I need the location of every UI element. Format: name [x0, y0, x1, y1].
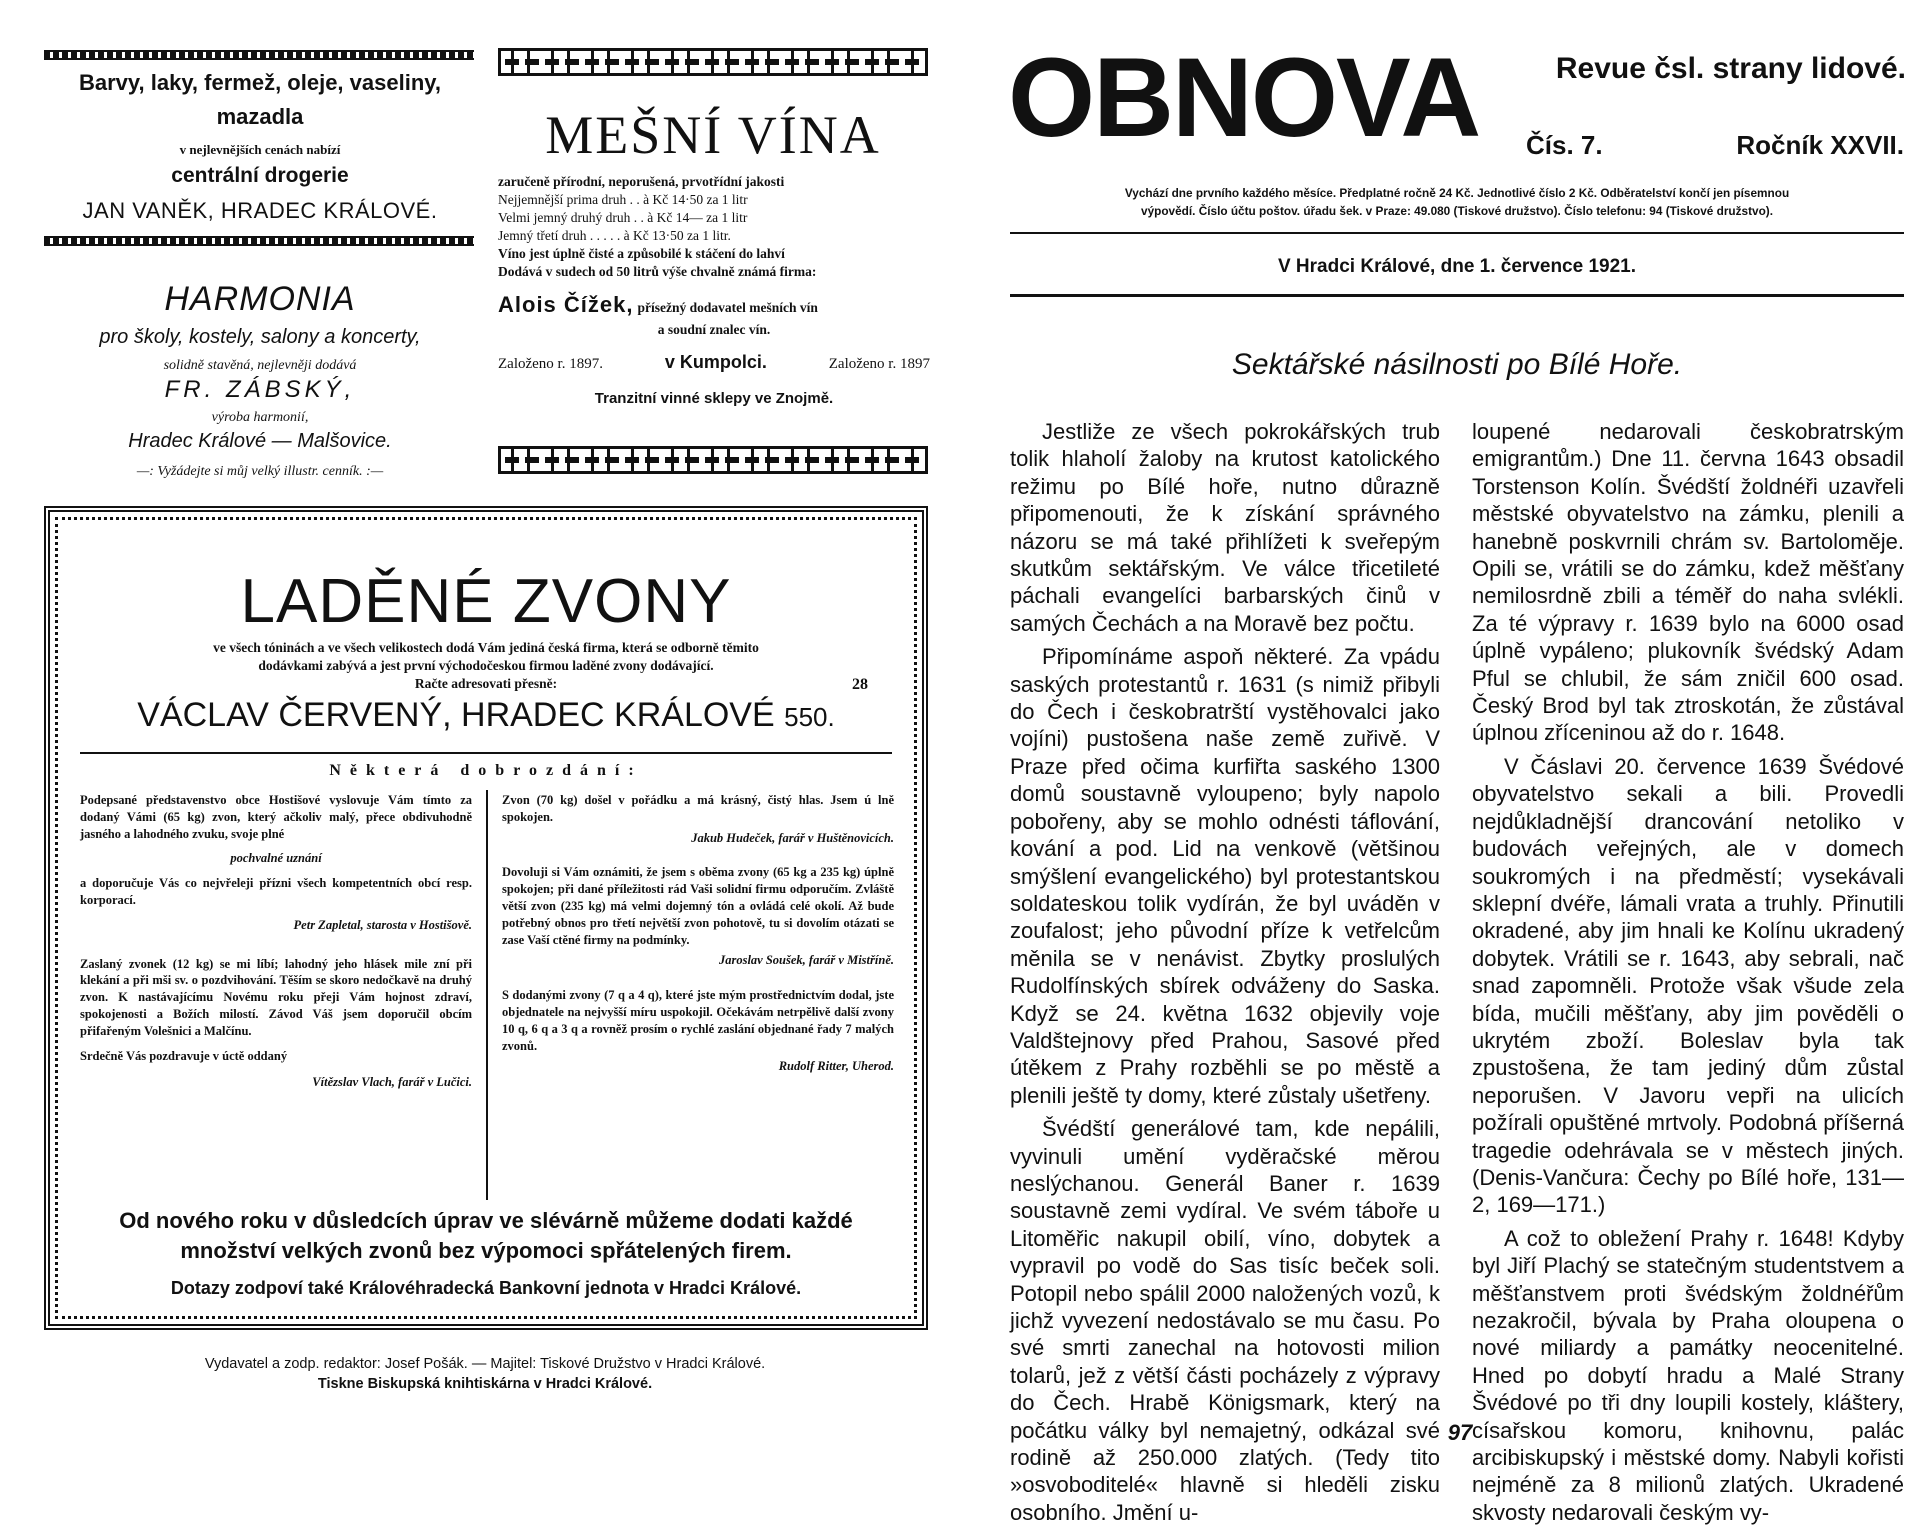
testimonials-heading: Některá dobrozdání: — [329, 762, 643, 779]
zvony-title: LADĚNÉ ZVONY — [240, 567, 732, 636]
testimonial-signature: Jakub Hudeček, farář v Huštěnovicích. — [691, 830, 894, 845]
zvony-footer1: Od nového roku v důsledcích úprav ve slévárně můžeme dodati každé — [119, 1208, 853, 1233]
article-column-2 — [1472, 418, 1904, 1526]
testimonials-left — [80, 792, 472, 1091]
testimonial-signature: Jaroslav Soušek, farář v Mistříně. — [718, 953, 894, 968]
article-paragraph: A což to obležení Prahy r. 1648! Kdyby byl Jiří Plachý se statečným studentstvem a měšťanstvem proti švédským žoldnéřům nezakročil, bývala by Praha oloupena o nové miliardy a památky neocenitelné. Hned po dobytí hradu a Malé Strany Švédové po tři dny loupili kostely, kláštery, císařskou komoru, knihovnu, palác arcibiskupský i městské domy. Nabyli kořisti nejméně za 8 milionů zlatých. Ukradené skvosty nedarovali českým vy- — [1472, 1225, 1904, 1525]
testimonial-text: Dovoluji si Vám oznámiti, že jsem s oběma zvony (65 kg a 235 kg) úplně spokojen; při dané příležitosti rád Vaši solidní firmu odporučím. Zvláště větší zvon (235 kg) má velmi dojemný tón a ovládá celé okolí. Až bude potřebný obnos pro třetí největší zvon pohotově, tu si dovolím otázati se zase Vaší ctěné firmy na podmínky. — [502, 865, 894, 947]
vina-line3: Velmi jemný druhý druh . . à Kč 14— za 1 litr — [498, 210, 748, 225]
article-paragraph: Jestliže ze všech pokrokářských trub tolik hlaholí žaloby na krutost katolického režimu po Bílé hoře, nutno důrazně připomenouti, že k získání správného názoru se má také přihlížeti k sveřepým skutkům sektářským. Ve válce třicetileté páchali evangelíci barbarských činů v samých Čechách a na Moravě bez počtu. — [1010, 419, 1440, 636]
vina-firm-name: Alois Čížek, — [498, 292, 634, 317]
harmonia-title: HARMONIA — [164, 280, 356, 318]
article-paragraph: loupené nedarovali českobratrským emigrantům.) Dne 11. června 1643 obsadil Torstenson Kolín. Švédští žoldnéři uzavřeli městské obyvatelstvo na zámku, plenili a hanebně poskvrnili chrám sv. Bartoloměje. Opili se, vrátili se do zámku, kdež měšťany nemilosrdně zbili a téměř do naha svlékli. Za té výpravy r. 1639 bylo na 6000 osad úplně vypáleno; plukovník švédský Adam Pful se chlubil, že sám zničil 600 osad. Český Brod byl tak ztroskotán, že zůstával úplnou zříceninou až do r. 1648. — [1472, 419, 1904, 746]
testimonial-text: a doporučuje Vás co nejvřeleji přízni všech kompetentních obcí resp. korporací. — [80, 876, 472, 907]
zvony-firm-row — [60, 696, 912, 735]
ornament-rule — [44, 50, 474, 60]
drogerie-line3: v nejlevnějších cenách nabízí — [179, 142, 341, 157]
zvony-footer2: množství velkých zvonů bez výpomoci spřátelených firem. — [180, 1238, 792, 1263]
vina-line7: a soudní znalec vín. — [657, 322, 771, 337]
article-column-1 — [1010, 418, 1440, 1526]
testimonial-text: Srdečně Vás pozdravuje v úctě oddaný — [80, 1048, 288, 1063]
article-paragraph: Švédští generálové tam, kde nepálili, vyvinuli umění vyděračské měrou neslýchanou. Generál Baner r. 1639 soustavně zemi vydíral. Ve svém táboře u Litoměřic nakupil obilí, víno, dobytek a vypravil po vodě do Sas tisíc beček soli. Potopil nebo spálil 2000 naložených vozů, k jichž vyvezení nedostávalo se mu času. Po své smrti zanechal na hotovosti milion tolarů, jež z větší části pocházely z výpravy do Čech. Hrabě Königsmark, který na počátku války byl nemajetný, odkázal své rodině až 250.000 zlatých. (Tedy tito »osvoboditelé« hlavně si hleděli zisku osobního. Jmění u- — [1010, 1116, 1440, 1525]
article-paragraph: Připomínáme aspoň některé. Za vpádu saských protestantů r. 1631 (s nimiž přibyli do Čech i českobratrští vystěhovalci jako vojíni) pustošena naše země zuřivě. V Praze před očima kurfiřta saského 1300 domů soustavně vyloupeno; byly napolo pobořeny, aby se mohlo odnésti táflování, kování a pod. Lid na venkově (většinou smýšlení evangelického) byl protestantskou soldateskou tolik vydírán, že byl uváděn v zoufalost; jeho původní příze k vetřelcům měnila se v nenávist. Zbytky proslulých Rudolfínských sbírek odváženy do Saska. Když se 24. května 1632 objevily voje Valdštejnovy před Prahou, Sasové před útěkem z Prahy rozběhli se po městě a plenili ještě ty domy, které zůstaly ušetřeny. — [1010, 644, 1440, 1108]
vina-line2: Nejjemnější prima druh . . à Kč 14·50 za 1 litr — [498, 192, 748, 207]
harmonia-line3: FR. ZÁBSKÝ, — [164, 376, 356, 403]
vina-line6: Dodává v sudech od 50 litrů výše chvalně známá firma: — [498, 264, 817, 279]
drogerie-line4: centrální drogerie — [171, 164, 349, 187]
masthead-info1: Vychází dne prvního každého měsíce. Předplatné ročně 24 Kč. Jednotlivé číslo 2 Kč. Odběratelství končí jen písemnou — [1124, 186, 1790, 200]
meander-border — [498, 446, 928, 474]
zvony-line3: Račte adresovati přesně: — [414, 676, 558, 691]
article-paragraph: V Čáslavi 20. července 1639 Švédové obyvatelstvo sekali a bili. Provedli nejdůkladnější drancování netoliko v budovách veřejných, ale v domech soukromých i na předměstí; vysekávali sklepní dvéře, lámali vrata a truhly. Přinutili okradené, aby jim hnali ke Kolínu ukradený dobytek. Vrátili se r. 1643, aby sebrali, nač snad zapomněli. Protože však všude zela bída, mučili měšťany, aby jim pověděli o ukrytém zboží. Boleslav byla tak zpustošena, že tam jediný dům zůstal neporušen. V Javoru vepři na ulicích požírali opuštěné mrtvoly. Podobná příšerná tragedie odehrávala se v městech jiných. (Denis-Vančura: Čechy po Bílé hoře, 131—2, 169—171.) — [1472, 753, 1904, 1218]
zvony-firm: VÁCLAV ČERVENÝ, HRADEC KRÁLOVÉ — [137, 696, 775, 734]
column-divider — [486, 790, 488, 1200]
vina-founded-row — [498, 352, 930, 373]
masthead-volume: Ročník XXVII. — [1736, 130, 1904, 160]
masthead-rule — [1010, 232, 1904, 234]
drogerie-line2: mazadla — [216, 104, 304, 129]
testimonial-signature: Petr Zapletal, starosta v Hostišově. — [293, 917, 472, 932]
masthead-dateline: V Hradci Králové, dne 1. července 1921. — [1277, 256, 1637, 277]
imprint-line2: Tiskne Biskupská knihtiskárna v Hradci Králové. — [317, 1376, 653, 1392]
masthead-issue: Čís. 7. — [1526, 130, 1603, 160]
vina-town: v Kumpolci. — [664, 352, 767, 372]
vina-line5: Víno jest úplně čisté a způsobilé k stáčení do lahví — [498, 246, 785, 261]
drogerie-line5: JAN VANĚK, HRADEC KRÁLOVÉ. — [82, 198, 438, 223]
masthead-rule — [1010, 294, 1904, 297]
vina-founded-right: Založeno r. 1897 — [828, 356, 930, 372]
page-number: 97 — [1447, 1420, 1473, 1445]
zvony-line1: ve všech tóninách a ve všech velikostech dodá Vám jediná česká firma, která se odborně těmito — [213, 640, 759, 655]
vina-line1: zaručeně přírodní, neporušená, prvotřídní jakosti — [498, 174, 785, 189]
harmonia-line2: solidně stavěná, nejlevněji dodává — [163, 358, 357, 373]
zvony-num28: 28 — [852, 676, 868, 693]
vina-title: MEŠNÍ VÍNA — [545, 105, 881, 165]
masthead-title: OBNOVA — [1008, 35, 1480, 160]
testimonial-signature: Rudolf Ritter, Uherod. — [778, 1059, 894, 1074]
vina-line8: Tranzitní vinné sklepy ve Znojmě. — [594, 390, 834, 407]
vina-firm-row — [498, 292, 930, 318]
vina-founded-left: Založeno r. 1897. — [498, 356, 603, 372]
testimonial-text: Zaslaný zvonek (12 kg) se mi líbí; lahodný jeho hlásek mile zní při klekání a při mši sv. o pozdvihování. Těším se skoro nedočkavě na druhý zvon. K nastávajícímu Novému roku přeji Vám hojnost zdraví, spokojenosti a Božích milostí. Závod Váš jsem doporučil obcím přifařeným Volešnici a Malčínu. — [80, 956, 472, 1038]
testimonial-text: Zvon (70 kg) došel v pořádku a má krásný, čistý hlas. Jsem ú lně spokojen. — [502, 793, 894, 824]
testimonial-text: Podepsané představenstvo obce Hostišové vyslovuje Vám tímto za dodaný Vámi (65 kg) zvon, který ačkoliv malý, přece obdivuhodně jasného a lahodného zvuku, svoje plné — [80, 793, 472, 841]
testimonial-signature: Vítězslav Vlach, farář v Lučici. — [312, 1075, 472, 1090]
harmonia-line6: —: Vyžádejte si můj velký illustr. cenník. :— — [136, 464, 384, 479]
testimonial-text: S dodanými zvony (7 q a 4 q), které jste mým prostřednictvím dodal, jste objednatele na nejvyšší míru uspokojil. Očekávám netrpělivě další zvony 10 q, 6 q a 3 q a rovněž prosím o rychlé zaslání objednané řady 7 malých zvonů. — [502, 988, 894, 1053]
harmonia-line1: pro školy, kostely, salony a koncerty, — [99, 326, 421, 348]
harmonia-line5: Hradec Králové — Malšovice. — [128, 430, 392, 452]
ornament-rule — [44, 236, 474, 246]
meander-border — [498, 48, 928, 76]
masthead-info2: výpovědí. Číslo účtu poštov. úřadu šek. v Praze: 49.080 (Tiskové družstvo). Číslo telefonu: 94 (Tiskové družstvo). — [1141, 204, 1773, 218]
testimonials-right — [502, 792, 894, 1075]
vina-line4: Jemný třetí druh . . . . . à Kč 13·50 za 1 litr. — [498, 228, 731, 243]
vina-firm-desc: přísežný dodavatel mešních vín — [637, 300, 818, 315]
zvony-line2: dodávkami zabývá a jest první východočeskou firmou laděné zvony dodávající. — [258, 658, 714, 673]
imprint-line1: Vydavatel a zodp. redaktor: Josef Pošák. — Majitel: Tiskové Družstvo v Hradci Králové. — [204, 1356, 766, 1372]
divider — [80, 752, 892, 754]
zvony-firm-num: 550. — [784, 702, 835, 732]
zvony-footer3: Dotazy zodpoví také Královéhradecká Bankovní jednota v Hradci Králové. — [170, 1278, 802, 1298]
article-title: Sektářské násilnosti po Bílé Hoře. — [1231, 348, 1683, 381]
testimonial-text: pochvalné uznání — [230, 851, 322, 866]
drogerie-line1: Barvy, laky, fermež, oleje, vaseliny, — [79, 70, 441, 95]
masthead-subtitle: Revue čsl. strany lidové. — [1555, 52, 1906, 85]
harmonia-line4: výroba harmonií, — [211, 410, 309, 425]
